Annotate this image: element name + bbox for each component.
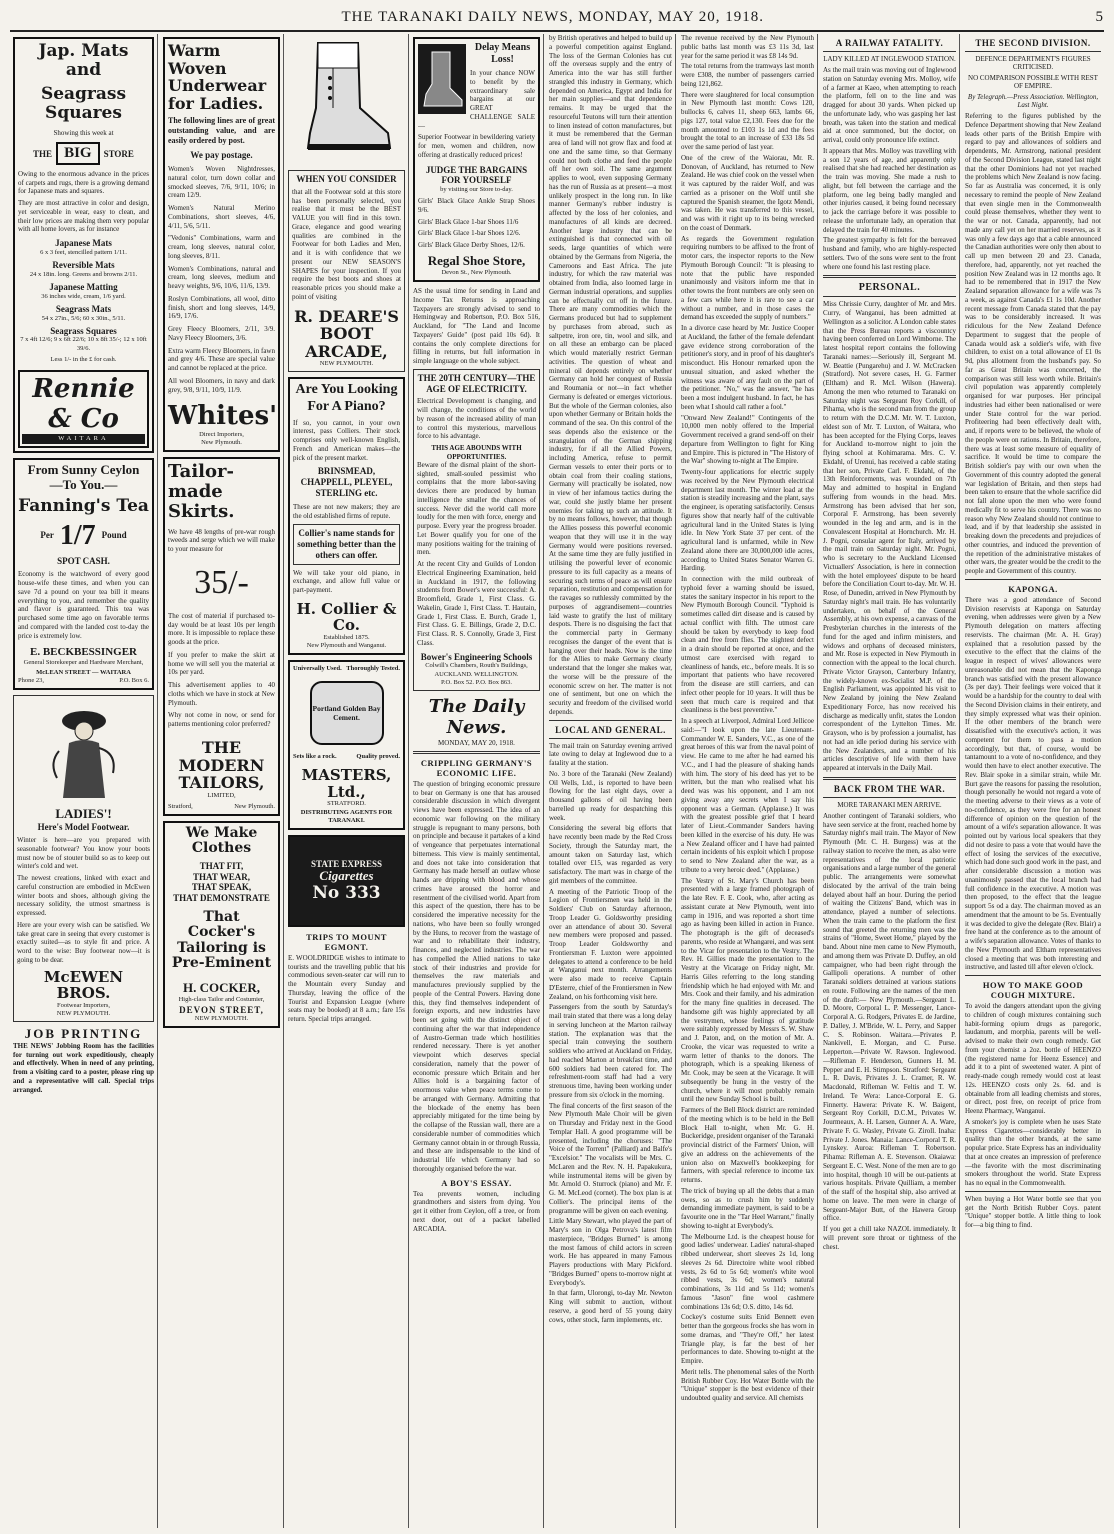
model-body3: Here are your every wish can be satisfied. We take great care in seeing that every customer is exactly suited—as to style fit and price. A word to the wise: Buy footwear now—it is going to be dear.	[17, 920, 150, 964]
seagrass-squares-price: 7 x 4ft 12/6; 9 x 6ft 22/6; 10 x 8ft 35/-; 12 x 10ft 39/6.	[20, 336, 147, 352]
warm-underwear-title: Warm Woven Underwear for Ladies.	[168, 41, 267, 113]
rennie-logo	[18, 370, 149, 448]
modern-tailors-town: Stratford,	[168, 802, 193, 810]
collier-town: New Plymouth and Wanganui.	[306, 642, 387, 650]
exam-body: At the recent City and Guilds of London Electrical Engineering Examination, held in Auckland in 1917, the following students from Bower's were successful: A. Broomfield, Grade 1, First Class. G. Wakelin, Grade 1, First Class. T. Hautain, Grade 1, First Class. E. Burch, Grade 1, First Class. G. E. Billings, Grade 2, D.C. First Class. R. S. Connolly, Grade 3, First Class.	[417, 560, 536, 647]
delay-top	[418, 42, 535, 130]
whites-name: Whites'	[168, 401, 278, 432]
collier-box: Collier's name stands for something better than the others can offer.	[293, 524, 400, 564]
make-line: THAT WEAR,	[192, 871, 250, 882]
underwear-item: Grey Fleecy Bloomers, 2/11, 3/9. Navy Fleecy Bloomers, 3/6.	[168, 325, 275, 342]
model-body: Winter is here—are you prepared with seasonable footwear? You know your boots must now be of stouter build so as to keep out winter's cold and wet.	[17, 836, 150, 871]
underwear-item: Roslyn Combinations, all wool, ditto finish, short and long sleeves, 14/9, 16/9, 17/6.	[168, 294, 275, 321]
second-division-body: Referring to the figures published by the Defence Department showing that New Zealand leads other parts of the British Empire with regard to pay and allowances of soldiers and dependents, Mr. Armstrong, national president of the Second Division League, stated last night that the other Dominions had not yet reached the problems which New Zealand is now facing. So far as Australia was concerned, it is only necessary to remind the people of New Zealand that even single men in the Commonwealth could please themselves, whether they went to the war or not. Canada, apparently, had not made any call yet on her married reserves, as it was only a few days ago that a cable announced the Canadian authorities were only then about to call up men between 20 and 23. Canada, therefore, had, apparently, not yet reached the position New Zealand was in 12 months ago. It had to be remembered that in 1917 the New Zealand separation allowance for a wife was 7s a week, as against Canada's £1 1s 10d. Another recent message from Canada stated that the pay was to be considerably increased. It was ridiculous for the New Zealand Defence Department to suggest that the people of Canada would ask a soldier's wife, with five children, to exist on a total allowance of £1 0s 9d, plus allotment from the husband's pay. So far as Great Britain was concerned, the comparison was still less worth while. Britain's civil population was apparently completely organised for war purposes. Her principal industries had either been nationalised or were under State control for the war period. Profiteering had been effectively dealt with, and, if reports were to be believed, the whole of the people were on rations. In Britain, therefore, there was at least some measure of equality of sacrifice. It would be time to compare the British soldier's pay with our own when the Government of this country adopted the general war legislation of Britain, and then steps had been taken to ensure that the whole sacrifice did not fall alone upon the men who were found medically fit to serve his country. There was no reason why New Zealand should not continue to lead, and if by that leadership she assisted in breaking down the precedents and prejudices of other countries, and induced the prevention of the repetition of the administrative mistakes of other wars, the greater would be the credit to the people and Government of this country.	[965, 112, 1101, 575]
railway-sub: LADY KILLED AT INGLEWOOD STATION.	[823, 55, 956, 63]
collier-est: Established 1875.	[323, 633, 370, 641]
regal-shoe-ad	[413, 37, 540, 282]
tailor-body: We have 48 lengths of pre-war rough tweeds and serge which we will make to your measure for	[168, 527, 275, 554]
make-clothes-title: We Make Clothes	[185, 824, 258, 857]
tailor-title: Tailor-made Skirts.	[168, 461, 235, 522]
judge-item: Girls' Black Glace 1-bar Shoes 11/6	[418, 217, 519, 226]
railway-title: A RAILWAY FATALITY.	[835, 38, 944, 48]
tea-price: 1/7	[59, 519, 96, 551]
local-item: The trick of buying up all the debts that a man owes, so as to crush him by suddenly demanding immediate payment, is said to be a favourite one in the "Tar Heel Warrant," finally showing to-night at Everybody's.	[681, 1186, 814, 1230]
century-title: THE 20TH CENTURY—THE AGE OF ELECTRICITY.	[417, 372, 536, 394]
divider	[823, 777, 956, 780]
tailor-body2: The cost of material if purchased to-day would be at least 10s per length more. It is impossible to replace these goods at the price.	[168, 611, 275, 647]
lady-figure-illustration	[39, 703, 129, 803]
job-printing-body: THE NEWS' Jobbing Room has the facilities for turning out work expeditiously, cheaply and effectively. When in need of any printing, from a visiting card to a poster, please ring up and a representative will call. Special trips arranged.	[13, 1041, 154, 1094]
cash-discount: Less 1/- in the £ for cash.	[50, 355, 117, 363]
make-line: THAT SPEAK,	[191, 882, 252, 893]
fanning-body: Economy is the watchword of every good house-wife these times, and when you can save 7d a pound on your tea bill it means everything to you, and remember the quality and flavor is guaranteed. This tea was purchased some time ago on favorable terms and compared with the landed cost to-day the price is extremely low.	[18, 570, 149, 640]
showing-text: Showing this week at	[53, 128, 114, 137]
underwear-item: All wool Bloomers, in navy and dark grey, 9/8, 9/11, 10/9, 11/9.	[168, 376, 275, 394]
japanese-mats-head: Japanese Mats	[55, 238, 112, 248]
local-item: There were slaughtered for local consumption in New Plymouth last month: Cows 120, bullocks 6, calves 11, sheep 663, lambs 66, pigs 127, total value £2,130. Fees due for the month amounted to £103 1s 1d and the fees brought the total to an increase of £33 18s 5d over the same period of last year.	[681, 90, 814, 151]
per-label: Per	[40, 530, 54, 541]
mcewen-sub: Footwear Importers,	[56, 1001, 111, 1009]
local-item: The Melbourne Ltd. is the cheapest house for good ladies' underwear. Ladies' natural-shaped ribbed underwear, short sleeves 2s 1d, long sleeves 2s 6d. Directoire white wool ribbed vests, 2s 6d to 5s 6d; women's white wool ribbed vests, 3s 6d; women's natural combinations, 3s 11d and 5s 11d; women's famous "Jason" fine wool cashmere combinations 13s 6d; O.S. ditto, 14s 6d.	[681, 1232, 814, 1311]
local-item: The revenue received by the New Plymouth public baths last month was £3 11s 3d, last year for the same period it was £8 14s 9d.	[681, 34, 814, 60]
paper-date: MONDAY, MAY 20, 1918.	[438, 738, 515, 747]
column-6	[678, 34, 818, 1528]
seagrass-title: Seagrass Squares	[40, 84, 127, 124]
column-4	[410, 34, 544, 1528]
divider	[965, 1191, 1101, 1192]
cement-left: Universally Used.	[293, 665, 342, 673]
ceylon-title: From Sunny Ceylon	[27, 461, 140, 477]
opportunities-body: Beware of the dismal plaint of the short-sighted, small-souled pessimist who complains that the more labor-saving devices there are produced by human intelligence the smaller the chances of success. Never did the world call more loudly for the men with force, energy and purpose. Every year the progress broader. Let Bower qualify you for one of the many positions waiting for the training of men.	[417, 460, 536, 557]
collier-name: H. Collier & Co.	[296, 599, 397, 635]
back-from-war-sub: MORE TARANAKI MEN ARRIVE.	[837, 800, 942, 809]
when-consider-title: WHEN YOU CONSIDER	[296, 174, 397, 184]
local-item: Little Mary Stewart, who played the part of Mary's son in Olga Petrova's latest film masterpiece, "Bridges Burned" is among the most famous of child actors in screen work. He has appeared in many Famous Players productions with Mary Pickford. "Bridges Burned" opens to-morrow night at Everybody's.	[549, 1217, 672, 1287]
tax-notice: AS the usual time for sending in Land and Income Tax Returns is approaching Taxpayers are strongly advised to send to Hemingway and Robertson, P.O. Box 516, Auckland, for "The Land and Income Taxpayers' Guide" (post paid 10s 6d). It contains the only complete directions for filling in returns, but full information in simple language on the whole subject.	[413, 287, 540, 366]
opportunities-head: THIS AGE ABOUNDS WITH OPPORTUNITIES.	[431, 444, 522, 461]
seagrass-mats-price: 54 x 27in., 5/6; 60 x 30in., 5/11.	[41, 314, 126, 322]
seagrass-mats-head: Seagrass Mats	[55, 303, 112, 314]
bower-ad	[413, 369, 540, 691]
mcewen-ad	[13, 695, 154, 1021]
cement-left2: Sets like a rock.	[293, 753, 337, 761]
divider	[823, 797, 956, 798]
underwear-item: Extra warm Fleecy Bloomers, in fawn and grey 4/6. These are special value and cannot be replaced at the price.	[168, 346, 275, 373]
judge-title: JUDGE THE BARGAINS FOR YOURSELF	[425, 164, 528, 186]
mcewen-name: McEWEN BROS.	[43, 967, 124, 1003]
divider	[965, 579, 1101, 580]
ladies-head: LADIES'!	[55, 806, 112, 822]
cocker-name: H. COCKER,	[183, 980, 260, 996]
big-store-intro2: They are most attractive in color and design, yet serviceable in wear, easy to clean, and their low prices are making them very popular with all home lovers, as for instance	[18, 199, 149, 234]
trips-head: TRIPS TO MOUNT EGMONT.	[306, 931, 387, 952]
personal-title: PERSONAL.	[858, 282, 921, 294]
column-5	[546, 34, 676, 1528]
underwear-item: "Vedonis" Combinations, warm and cream, long sleeves, natural color, long sleeves, 8/11.	[168, 234, 275, 260]
mcewen-town: NEW PLYMOUTH.	[56, 1009, 111, 1017]
make-line: THAT FIT,	[199, 860, 244, 871]
tailor-body5: Why not come in now, or send for patterns mentioning color preferred?	[168, 711, 275, 729]
back-from-war-body: Another contingent of Taranaki soldiers, who have seen service at the front, reached home by Saturday night's mail train. The Mayor of New Plymouth (Mr. C. H. Burgess) was at the railway station to receive the men, as also were representatives of the local patriotic organisations and a large number of the general public. The arrangements were somewhat dislocated by the arrival of the train being delayed about half an hour. During the period of waiting the Citizens' Band, which was in attendance, played a number of selections. When the train came to the platform the first sound that greeted the returning men was the strains of "Home, Sweet Home," played by the band. About nine men came to New Plymouth, and among them was Private D. Duffey, an old campaigner, who had been right through the Gallipoli operations. A number of other Taranaki soldiers detrained at various stations en route. Following are the names of the men of the draft:— New Plymouth.—Sergeant L. D. Moore, Corporal L. P. Messenger, Lance-Corporal A. G. Rodgers, Privates E. de Jardine, P. Dalley, J. M'Bride, W. L. Perry, and Sapper C. S. Robinson. Waitara.—Privates P. Nankivell, E. Morgan, and C. Purse. Lepperton.—Private W. Rawson. Inglewood.—Rifleman F. Henderson, Gunners H. M. Pepper and E. H. Stimpson. Stratford: Sergeant L. R. Davis, Privates J. L. Cramer, R. W. Macdonald, Rifleman W. Feltis and T. W. Ireland. Te Wera: Lance-Corporal E. G. Finnerty. Hawera: Private K. W. Baigent, Sergeant Roy Corkill, D.C.M., Privates W. Jourmeaux, A. H. Larsen, Gunner A. A. Ware, Private F. G. Wasley, Private G. Ziroll. Inaha: Private J. Jones. Manaia: Lance-Corporal T. R. Lynskey. Auroa: Rifleman T. Robertson. Pihama: Rifleman A. E. Stevenson. Okaiawa: Sergeant E. C. West. None of the men are to go into hospital, though 10 will be out-patients at various hospitals. Private Quilliam, a member of the staff of the hospital ship, also arrived at home on leave. The men were in charge of Sergeant-Major Butt, of the Hawera Group office.	[823, 811, 956, 1223]
local-item: Considering the several big efforts that have recently been made by the Red Cross Society, through the Saturday mart, the amount taken on Saturday last, which totalled over £15, was regarded as very satisfactory. The mart was in charge of the girl members of the committee.	[549, 824, 672, 885]
model-body2: The newest creations, linked with exact and careful construction are embodied in McEwen winter boots and shoes, although giving the necessary solidity, the utmost smartness is expressed.	[17, 874, 150, 918]
railway-body: As the mail train was moving out of Inglewood station on Saturday evening Mrs. Molloy, wife of a farmer at Kaeo, when attempting to reach the platform, fell on to the line and was dragged for about 30 yards. When picked up the unfortunate lady, who was gasping her last breath, was taken into the station and medical aid at once summoned, but the doctor, on arrival, could only pronounce life extinct.	[823, 66, 956, 144]
fanning-tea-ad	[13, 458, 154, 690]
rennie-name: Rennie & Co	[32, 373, 135, 434]
column-8	[962, 34, 1104, 1528]
beckbessinger-phone: Phone 23,	[18, 677, 44, 685]
state-express-cigarettes: Cigarettes	[319, 868, 374, 884]
cement-bottom	[293, 753, 400, 761]
beckbessinger-contact	[18, 677, 149, 685]
warm-underwear-intro: The following lines are of great outstanding value, and are easily ordered by post.	[168, 116, 275, 146]
page-title: THE TARANAKI DAILY NEWS, MONDAY, MAY 20, 1918.	[341, 8, 765, 25]
reversible-mats-head: Reversible Mats	[52, 259, 115, 270]
state-express-number: No 333	[312, 883, 381, 904]
regal-name: Regal Shoe Store,	[427, 252, 526, 268]
tailor-price: 35/-	[194, 563, 249, 601]
local-item: In connection with the mild outbreak of typhoid fever a warning should be issued, states the sanitary inspector in his report to the New Plymouth Borough Council. "Typhoid is sometimes called dirt disease and is caused by actual conflict with filth. The utmost care should be taken by everybody to keep food clean and free from flies. The slightest defect in a drain should be reported at once, and the utmost care exercised with regard to cleanliness of hands, etc., before meals. It is so important that patients who have recovered from the disease are still carriers, and can infect other people for 10 years. It will thus be seen that much care is required and that cleanliness is the best preventive."	[681, 575, 814, 715]
model-footwear-head: Here's Model Footwear.	[37, 822, 130, 833]
cement-right2: Quality proved.	[356, 753, 400, 761]
japanese-matting-head: Japanese Matting	[49, 281, 118, 292]
underwear-list	[168, 165, 275, 394]
cement-top	[293, 665, 400, 673]
essay-body: Tea prevents women, including grandmothers and sisters from dying. You get it either from Ceylon, off a tree, or from next door, out of a packet labelled ARCADIA.	[413, 1189, 540, 1233]
state-express-ad	[288, 835, 405, 927]
cement-name: Portland Golden Bay Cement.	[312, 704, 381, 723]
cough-body: To avoid the dangers attendant upon the giving to children of cough mixtures containing such habit-forming opium drugs as paregoric, laudanum, and morphia, parents will be well-advised to make their own cough remedy. Get from your chemist a 2oz. bottle of HEENZO (the registered name for Heenz Essence) and add it to a pint of sweetened water. A pint of ready-made cough remedy would cost at least 12s. HEENZO costs only 2s. 6d. and is obtainable from all leading chemists and stores, or direct, post free, on receipt of price from Heenz Pharmacy, Wanganui.	[965, 1002, 1101, 1115]
brinsmead-line: BRINSMEAD, CHAPPELL, PLEYEL, STERLING etc.	[300, 466, 393, 498]
big-store-store: STORE	[103, 148, 134, 159]
state-express-name: STATE EXPRESS	[311, 858, 382, 869]
column-1	[10, 34, 158, 1528]
job-printing-head: JOB PRINTING	[24, 1025, 143, 1041]
bower-name: Bower's Engineering Schools	[420, 651, 533, 662]
personal-body: Miss Chrissie Curry, daughter of Mr. and Mrs. Curry, of Wanganui, has been admitted at Wellington as a solicitor. A London cable states that the Press Bureau reports a viscountcy having been conferred on Lord Wimborne. The latest hospital report contains the following Taranaki names:—Seriously ill, Sergeant M. W. Beattie (Pungarehu) and J. W. McCracken (Stratford). Not severe cases, H. G. Farmer (Eltham) and R. McI. Wilson (Hawera). Among the men who returned to Taranaki on Saturday night was Sergeant Roy Corkill, of Pihama, who is the second man from the group to return with the D.C.M. Mr. W. T. Luxton, eldest son of Mr. T. Luxton, of Waitara, who has been accepted for the Flying Corps, leaves for Auckland to-morrow night to join the flying school at Kohimarama. Mrs. C. V. Ekdahl, of Urenui, has received a cable stating that her son, Private Carl. F. Ekdahl, of the 13th Reinforcements, was wounded on 7th May and admitted to hospital in England suffering from wounds in the head. Mrs. Armstrong has been advised that her son, Corporal F. Armstrong, has been severely wounded in the leg and arm, and is in the Convalescent Hospital at Hornchurch. Mr. H. J. Pogni, consular agent for Italy, arrived by the mail train on Saturday night. Mr. Pogni, who is secretary to the Auckland Licensed Victuallers' Association, is here in connection with the hotel employees' dispute to be heard before the Conciliation Court to-day. Mr. W. H. Rose, of Dunedin, arrived in New Plymouth by Saturday night's mail train. He has voluntarily undertaken, on behalf of the General Assembly, at his own expense, a canvass of the Presbyterian churches in the interests of the fund for the aged and infirm ministers, and widows and orphans of deceased ministers, and Mr. Rose is expected in New Plymouth in connection with the appeal to the local church. Private Victor Grayson, Canterbury Infantry, the widely-known ex-Socialist M.P. of the English Parliament, was appointed his visit to New Zealand by joining the New Zealand Expeditionary Force, has now received his discharge as medically unfit, states the London correspondent of the Lyttelton Times. Mr. Grayson, who is by profession a journalist, has not had an idle period during his service with the New Zealanders, and a number of his articles descriptive of life with them have appeared at intervals in the Daily Mail.	[823, 300, 956, 772]
masters-town: STRATFORD.	[327, 800, 366, 808]
second-division-sub: DEFENCE DEPARTMENT'S FIGURES CRITICISED.	[975, 55, 1091, 71]
nazol-note: If you get a chill take NAZOL immediately. It will prevent sore throat or tightness of the chest.	[823, 1225, 956, 1251]
local-item: No. 3 bore of the Taranaki (New Zealand) Oil Wells, Ltd., is reported to have been flowing for the last eight days, over a thousand gallons of oil having been barrelled up ready for despatching this week.	[549, 769, 672, 822]
judge-item: Girls' Black Glace Ankle Strap Shoes 9/6.	[418, 197, 535, 214]
railway-body3: The greatest sympathy is felt for the bereaved husband and family, who are highly-respected settlers. Two of the sons were sent to the front where one found his last resting place.	[823, 236, 956, 271]
local-item: In a divorce case heard by Mr. Justice Cooper at Auckland, the father of the female defendant gave evidence strong corroboration of the petitioner's story, and in proof of his daughter's misconduct. His Honour remarked upon the unusual situation, and asked whether the witness was aware of any fault on the part of the petitioner. "No," was the answer, "he has been a most indulgent husband. In fact, he has been what I should call rather a fool."	[681, 324, 814, 411]
delay-body2: Superior Footwear in bewildering variety for men, women and children, now offering at drastically reduced prices!	[418, 133, 535, 159]
collier-ad	[288, 377, 405, 655]
local-item: The Vestry of St. Mary's Church has been presented with a large framed photograph of the late Rev. F. E. Cook, who, after acting as assistant curate at New Plymouth, went into camp in 1916, and was reported a short time ago as having been killed in action in France. The photograph is the gift of deceased's parents, who reside at Whangarei, and was sent to the Vicar for presentation to the Vestry. The Rev. H. Gillies made the presentation to the Vestry at the Vicarage on Friday night, Mr. Harris Giles referring to the long standing friendship which he had enjoyed with Mr. and Mrs. Cook and their family, and his admiration for the many fine qualities in deceased. The handsome gift was highly appreciated by all the vestrymen, whose feelings of gratitude were suitably expressed by Messrs S. W. Shaw and J. Paton, and, on the motion of Mr. A. Crooke, the vicar was requested to write a warm letter of thanks to the donors. The photograph, which is a speaking likeness of Mr. Cook, may be seen at the Vicarage. It will subsequently be hung in the vestry of the church, where it will most probably remain until the new Sunday School is built.	[681, 876, 814, 1104]
divider	[549, 738, 672, 739]
judge-item: Girls' Black Glace Derby Shoes, 12/6.	[418, 241, 525, 250]
kaponga-title: KAPONGA.	[1008, 583, 1058, 594]
local-item: One of the crew of the Waiorau, Mr. R. Donovan, of Auckland, has returned to New Zealand. He was chief cook on the vessel when it was captured by the raider Wolf, and was carried as a prisoner on the Wolf until she captured the Spanish steamer, the Igotz Mendi, was taken. He was transferred to this vessel, and was with it right up to its being wrecked on the coast of Denmark.	[681, 153, 814, 232]
pound-label: Pound	[101, 530, 127, 541]
local-item: The total returns from the tramways last month were £308, the number of passengers carried being 121,862.	[681, 62, 814, 88]
editorial-continued: by British operatives and helped to build up a powerful competition against England. The loss of the German Colonies has cut off the overseas supply and the entry of America into the war has still further strangled this industry in Germany, which depended on America, Egypt and India for her main supplies—and that dependence remains. It may be urged that the resourceful Teutons will turn their attention to linen instead of cotton manufactures, but it must be remembered that the German area of land will not grow flax and food at one and the same time, so that Germany could not both clothe and feed the people off her own soil. The same argument applies to wool, even supposing Germany has the run of Russia as at present—a most unlikely prospect in the long run. In like manner Germany's rubber industry is affected by the loss of her colonies, and manufactures of all kinds are decreed. Another large industry that can be extinguished is that connected with oil seeds, large quantities of which were obtained by the Germans from Nigeria, the Cameroons and East Africa. The jute industry, for which the raw material was obtained from India, also loomed large in German industrial operations, and supplies can be effectually cut off in the future. There are many commodities which the Germans produced but had to supplement by purchases from abroad, such as saltpetre, iron ore, tin, wool and silk, and on all these an embargo can be placed which would materially restrict German activities. The question of wheat and mineral oil depends entirely on whether Germany can hold her conquest of Russia and Roumania or not—in fact whether Germany is defeated or emerges victorious. But the whole of the German colonies, also upon whether Germany or Britain holds the command of the sea. On this control of the seas depends also the existence or the strangulation of the German shipping industry, for if all the Allied Powers, including America, refuse to permit German vessels to enter their ports or to obtain coal from their coaling stations, Germany will practically be isolated, now in view of her infamous tactics during the war, could she justly blame her present enemies for taking up such an attitude. It by no means follows, however, that though the Allies possess this powerful economic weapon that they will use it in the way Germany would were positions reversed. At the same time they are fully justified in utilising the powerful lever of economic pressure to its full capacity as a means of securing such terms of peace as will ensure reparation, restitution and compensation for the ravages so ruthlessly committed by the purposes of aggrandisement—countries laid waste to gratify the lust of military despots. There is no disguising the fact that the commercial party in Germany recognises the danger of the event that is hanging over their heads. Now is the time for the Allies to make Germany clearly understand that the longer she makes war, the worse will be the pressure of the economic screw on her. The matter is not one of sentiment, but one on which the security and freedom of the civilised world depends.	[549, 34, 672, 716]
job-printing-ad	[13, 1027, 154, 1094]
masthead	[10, 4, 1104, 32]
underwear-item: Women's Combinations, natural and cream, long sleeves, medium and heavy weights, 9/6, 10/6, 11/6, 13/9.	[168, 264, 275, 291]
bower-addr: Colwill's Chambers, Routh's Buildings,	[425, 662, 528, 670]
trips-body: E. WOOLDRIDGE wishes to intimate to tourists and the travelling public that his commodious seven-seater car will run to the Mountain every Sunday and Thursday, leaving the office of the Tourist and Expansion League (where seats may be booked) at 8 a.m.; fare 15s return. Special trips arranged.	[288, 953, 405, 1024]
shoe-illustration	[418, 44, 466, 114]
big-store-the: THE	[33, 148, 53, 159]
piano-body3: We will take your old piano, in exchange, and allow full value or part-payment.	[293, 568, 400, 595]
local-item: Passengers from the south by Saturday's mail train stated that there was a long delay in serving luncheon at the Marton railway station. The explanation was that the special train conveying the southern soldiers who arrived at Auckland on Friday, had reached Marton at breakfast time, and 600 soldiers had been catered for. The refreshment-room staff had had a very strenuous time, having been working under pressure from six o'clock in the morning.	[549, 1003, 672, 1099]
make-line: THAT DEMONSTRATE	[173, 893, 270, 904]
modern-tailors-ad	[163, 457, 280, 816]
boot-illustration	[288, 38, 398, 158]
column-2	[160, 34, 284, 1528]
cocker-tagline: That Cocker's Tailoring is Pre-Eminent	[171, 908, 272, 972]
beckbessinger-box: P.O. Box 6.	[119, 677, 149, 685]
spot-cash: SPOT CASH.	[57, 555, 110, 566]
judge-sub: by visiting our Store to-day.	[440, 186, 513, 194]
delay-title: Delay Means Loss!	[474, 42, 531, 65]
cocker-addr: DEVON STREET,	[179, 1004, 264, 1015]
jap-mats-title: Jap. Mats and	[38, 41, 129, 80]
local-item: "Onward New Zealand!" Contingents of the 10,000 men nobly offered to the Imperial Government received a grand send-off on their departure from Wellington to fight for King and Empire. This is pictured in "The History of the War" showing to-night at The Empire.	[681, 413, 814, 466]
beckbessinger-addr: McLEAN STREET — WAITARA	[36, 669, 131, 677]
modern-tailors-towns	[168, 803, 275, 811]
local-item: Farmers of the Bell Block district are reminded of the meeting which is to be held in the Bell Block Hall to-night, when Mr. G. H. Buckeridge, president organiser of the Taranaki provincial district of the Farmers' Union, will give an address on the achievements of the union also on Maxwell's bookkeeping for farmers, with special reference to income tax returns.	[681, 1106, 814, 1184]
big-store-big: BIG	[56, 142, 100, 165]
whites-town: New Plymouth.	[201, 439, 242, 447]
whites-sub: Direct Importers,	[199, 431, 244, 439]
rennie-town: WAITARA	[22, 434, 145, 444]
modern-tailors-town2: New Plymouth.	[234, 802, 275, 810]
underwear-item: Women's Natural Merino Combinations, short sleeves, 4/6, 4/11, 5/6, 5/11.	[168, 204, 275, 230]
beckbessinger-name: E. BECKBESSINGER	[30, 646, 137, 659]
modern-tailors-name: THE MODERN TAILORS,	[178, 737, 265, 793]
divider	[823, 296, 956, 297]
local-item: In a speech at Liverpool, Admiral Lord Jellicoe said:—"I look upon the late Lieutenant-Commander W. E. Sanders, V.C., as one of the great heroes of this war from the naval point of view. He came to me after he had earned his V.C., and I had the pleasure of shaking hands with him. The story of his deed has yet to be written, but the man who realised what his deed was was his opponent, and I am not giving away any secrets when I say his opponent was a German. (Applause.) It was with the greatest possible grief that I heard later of Lieut.-Commander Sanders having been killed in the exercise of his duty. He was a New Zealand officer and I have had painted certain incidents of his exploit which I propose to send to New Zealand after the war, as a tribute to a very heroic deed." (Applause.)	[681, 717, 814, 874]
divider	[965, 975, 1101, 976]
telegraph-line: By Telegraph.—Press Association. Wellington, Last Night.	[967, 93, 1099, 109]
cocker-ad	[163, 821, 280, 1029]
when-consider-body: that all the Footwear sold at this store has been personally selected, you realise that it must be the BEST VALUE you will find in this town. Grace, elegance and good wearing qualities are combined in the Footwear for both Ladies and Men, and it is with confidence that we present our NEW SEASON'S SHAPES for your inspection. If you require the best boots and shoes at reasonable prices you should make a point of visiting	[292, 187, 401, 301]
underwear-item: Women's Woven Nightdresses, natural color, turn down collar and smocked sleeves, 7/6, 9/11, 10/6; in cream 12/9.	[168, 165, 275, 200]
delay-body: In your chance NOW to benefit by the extraordinary sale bargains at our GREAT CHALLENGE SALE—	[418, 69, 535, 130]
kaponga-body: There was a good attendance of Second Division reservists at Kaponga on Saturday evening, when addresses were given by a New Plymouth delegation on matters affecting reservists. The chairman (Mr. A. H. Gray) explained that a resolution passed by the executive to the effect that the claims of the league in respect of wives' allowances were unreasonable did not mean that the Kaponga branch was satisfied with the present allowance (3s per day). Their feelings were voiced that it would be a hardship for the country to deal with the Second Division claims in their entirety, and they simply expressed what was their opinion. If the other members of the branch were dissatisfied with the executive's action, it was competent for them to pass a motion accordingly, but that, of course, would be tantamount to a vote of no-confidence, and they would then have to elect another executive. The Rev. Blair spoke in a similar strain, while Mr. Burt gave the reasons for passing the resolution, though personally he would not regard a vote of the meeting adverse to their views as a vote of no-confidence, as they were free for an honest difference of opinion on the question of the amount of a wife's separation allowance. It was pointed out by various local speakers that they did not desire to pass a vote that would have the effect of losing the services of the executive, which had done such good work in the past, and after considerable discussion a motion was unanimously passed that the local branch had full confidence in the executive. A motion was then proposed, to the effect that the league support 5s od a day. The chairman moved as an amendment that the amount to be 5s. Eventually it was decided to give the delegate (Rev. Blair) a free hand at the conference as to the amount of a wife's separation allowance. Votes of thanks to the New Plymouth and Eltham representatives closed a meeting that was both interesting and instructive, and lasted till after eleven o'clock.	[965, 595, 1101, 972]
tailor-body3: If you prefer to make the skirt at home we will sell you the material at 10s per yard.	[168, 650, 275, 677]
cement-right: Thoroughly Tested.	[346, 665, 400, 673]
big-store-ad	[13, 37, 154, 453]
deare-name: R. DEARE'S BOOT ARCADE,	[294, 306, 399, 361]
japanese-matting-price: 36 inches wide, cream, 1/6 yard.	[41, 292, 126, 300]
divider	[549, 720, 672, 721]
cement-barrel	[310, 681, 384, 745]
piano-body: If so, you cannot, in your own interest, pass Colliers. Their stock comprises only well-known English, French and American makes—the pick of the present market.	[293, 418, 400, 462]
editorial-title: CRIPPLING GERMANY'S ECONOMIC LIFE.	[420, 757, 533, 778]
back-from-war-title: BACK FROM THE WAR.	[833, 783, 946, 794]
divider	[413, 751, 540, 754]
piano-body2: These are not new makers; they are the old established firms of repute.	[293, 502, 400, 520]
column-3	[285, 34, 409, 1528]
local-item: The mail train on Saturday evening arrived late owing to delay at Inglewood due to a fatality at the station.	[549, 741, 672, 767]
cocker-town: NEW PLYMOUTH.	[194, 1015, 249, 1023]
japanese-mats-price: 6 x 3 feet, stencilled pattern 1/11.	[40, 248, 127, 256]
second-division-sub2: NO COMPARISON POSSIBLE WITH REST OF EMPIRE.	[968, 74, 1098, 90]
local-item: As regards the Government regulation requiring numbers to be affixed to the front of motor cars, the inspector reports to the New Plymouth Borough Council: "It is pleasing to note that the public have responded unanimously and visitors inform me that in other towns the front numbers are only seen on a few cars while here it is rare to see a car without a number, and in those cases the demand has exceeded the supply of numbers."	[681, 234, 814, 322]
hot-water-bottle-body: When buying a Hot Water bottle see that you get the North British Rubber Coys. patent "Unique" stopper bottle. A little thing to look for—a big thing to find.	[965, 1194, 1101, 1229]
bower-city: AUCKLAND. WELLINGTON.	[434, 670, 519, 678]
reversible-mats-price: 24 x 18in. long. Greens and browns 2/11.	[29, 270, 138, 278]
editorial-body: The question of bringing economic pressure to bear on Germany is one that has aroused considerable discussion in which divergent views have been expressed. The idea of an economic war following on the military struggle is repugnant to many persons, both on principle and because it partakes of a kind of vengeance that perpetuates international bitterness. This view is mainly sentimental, and does not take into consideration that Germany has made herself an outlaw whose hands are dripping with blood and whose crimes have aroused the horror and resentment of the civilised world. Apart from this aspect of the question, there has to be considered the imperative necessity for the nations, who have been so foully wronged by the Huns, to recover from the wastage of war and to rehabilitate their industry, finances, and neglected industries. The war has compelled the Allied nations to take stock of their industries and provide for themselves the raw materials and manufactures previously supplied by the people of the Central Powers. Having done this, they find themselves independent of foreign exports, and new industries have been set going with the distinct object of continuing after the war that independence of Austro-German trade which hostilities rendered necessary. There is yet another viewpoint which deserves special consideration, namely that the power of economic pressure which Britain and her Allies hold is a bargaining factor of enormous value when peace terms come to be arranged with Germany. Admitting that the blockade of the enemy has been appreciably mitigated for the time being by the collapse of the Russian wall, there are a considerable number of commodities which Germany cannot obtain in or through Russia, and these are indispensable to the kind of industrial life which Germany had so thoroughly organised before the war.	[413, 779, 540, 1173]
ceylon-to: —To You.—	[49, 476, 118, 492]
divider	[965, 51, 1101, 52]
big-store-logo	[18, 142, 149, 165]
postage-note: We pay postage.	[190, 150, 253, 161]
column-7	[820, 34, 960, 1528]
local-general-title: LOCAL AND GENERAL.	[555, 724, 666, 735]
paper-title: The Daily News.	[428, 695, 525, 738]
cocker-sub: High-class Tailor and Costumier,	[178, 996, 265, 1004]
local-item: Twenty-four applications for electric supply was received by the New Plymouth electrical department last month. The winter load at the station is steadily increasing and the plant, says the engineer, is operating satisfactorily. Census figures show that nearly half of the cultivable agricultural land in the United States is lying idle. In New York State 37 per cent. of the agricultural land is unfarmed, while in New Zealand alone there are 30,000,000 idle acres, according to United States Senator Warren G. Harding.	[681, 468, 814, 573]
whites-ad	[163, 37, 280, 452]
trips-ad	[288, 932, 405, 1024]
bower-box: P.O. Box 52. P.O. Box 863.	[441, 678, 512, 686]
judge-item: Girls' Black Glace 1-bar Shoes 12/6.	[418, 229, 521, 238]
essay-title: A BOY'S ESSAY.	[441, 1177, 512, 1188]
masters-name: MASTERS, Ltd.,	[301, 766, 392, 801]
local-item: Merit tells. The phenomenal sales of the North British Rubber Coy. Hot Water Bottle with the "Unique" stopper is the best evidence of their undoubted quality and service. All chemists	[681, 1367, 814, 1402]
deare-ad	[288, 170, 405, 372]
piano-title: Are You Looking For A Piano?	[295, 382, 398, 414]
local-item: Cockey's costume suits Enid Bennett even better than the gorgeous frocks she has worn in some dramas, and "They're Off," her latest Triangle play, is far the best of her performances to date. Showing to-night at the Empire.	[681, 1313, 814, 1365]
page-number: 5	[1095, 8, 1104, 25]
cement-ad	[288, 660, 405, 830]
regal-town: Devon St., New Plymouth.	[441, 268, 512, 276]
century-body: Electrical Development is changing, and will change, the conditions of the world by reason of the increased ability of man to control this mysterious, marvellous force to his advantage.	[417, 397, 536, 441]
big-store-intro: Owing to the enormous advance in the prices of carpets and rugs, there is a growing demand for Japanese mats and squares.	[18, 169, 149, 196]
divider	[823, 51, 956, 52]
divider	[823, 275, 956, 278]
tailor-body4: This advertisement applies to 40 cloths which we have in stock at New Plymouth.	[168, 681, 275, 707]
beckbessinger-sub: General Storekeeper and Hardware Merchant,	[23, 658, 144, 666]
cough-title: HOW TO MAKE GOOD COUGH MIXTURE.	[982, 980, 1084, 1000]
deare-town: NEW PLYMOUTH.	[319, 360, 374, 368]
tea-price-line	[18, 520, 149, 552]
modern-tailors-ltd: LIMITED,	[207, 791, 236, 799]
seagrass-squares-head: Seagrass Squares	[50, 325, 117, 336]
masters-sub: DISTRIBUTING AGENTS FOR TARANAKI.	[300, 808, 393, 824]
local-item: The final concerts of the first season of the New Plymouth Male Choir will be given on Thursday and Friday next in the Good Templar Hall. A good programme will be presented, including the choruses: "The Voice of the Torrent" (Palliard) and Balfe's "Excelsior." The vocalists will be Mrs. C. McLaren and the Rev. N. H. Papakukura, while instrumental items will be given by Mr. Arnold O. Sturrock (piano) and Mr. F. G. M. McLeod (cornet). The box plan is at Collier's. The principal items of the programme will be given on each evening.	[549, 1101, 672, 1215]
second-division-title: THE SECOND DIVISION.	[975, 38, 1091, 48]
local-item: In that farm, Ulorongi, to-day Mr. Newton King will submit to auction, without reserve, a good herd of 55 young dairy cows, other stock, farm implements, etc.	[549, 1289, 672, 1324]
local-item: A meeting of the Patriotic Troop of the Legion of Frontiersmen was held in the Soldiers' Club on Saturday afternoon, Troop Leader G. Goldsworthy presiding over an attendance of about 30. Several new members were proposed and passed. Troop Leader Goldsworthy and Frontiersman F. Luxton were appointed delegates to attend a conference to be held at Wanganui next month. Arrangements were also made to receive Captain D'Esterre, chief of the Frontiersmen in New Zealand, on his forthcoming visit here.	[549, 887, 672, 1001]
fanning-name: Fanning's Tea	[18, 495, 149, 516]
state-express-body: A smoker's joy is complete when he uses State Express Cigarettes—considerably better in quality than the other brands, at the same popular price. State Express has an individuality that at once creates an impression of preference—the favorite with the most discriminating smokers throughout the world. State Express has no equal in the Commonwealth.	[965, 1117, 1101, 1187]
railway-body2: It appears that Mrs. Molloy was travelling with a son 12 years of age, and apparently only realised that she had reached her destination as the train was moving. She made a rush to alight, but fell between the carriage and the platform, one leg being badly mangled and other injuries caused, it being found necessary to jack the carriage before it was possible to release the unfortunate lady, an operation that delayed the train for 40 minutes.	[823, 146, 956, 234]
